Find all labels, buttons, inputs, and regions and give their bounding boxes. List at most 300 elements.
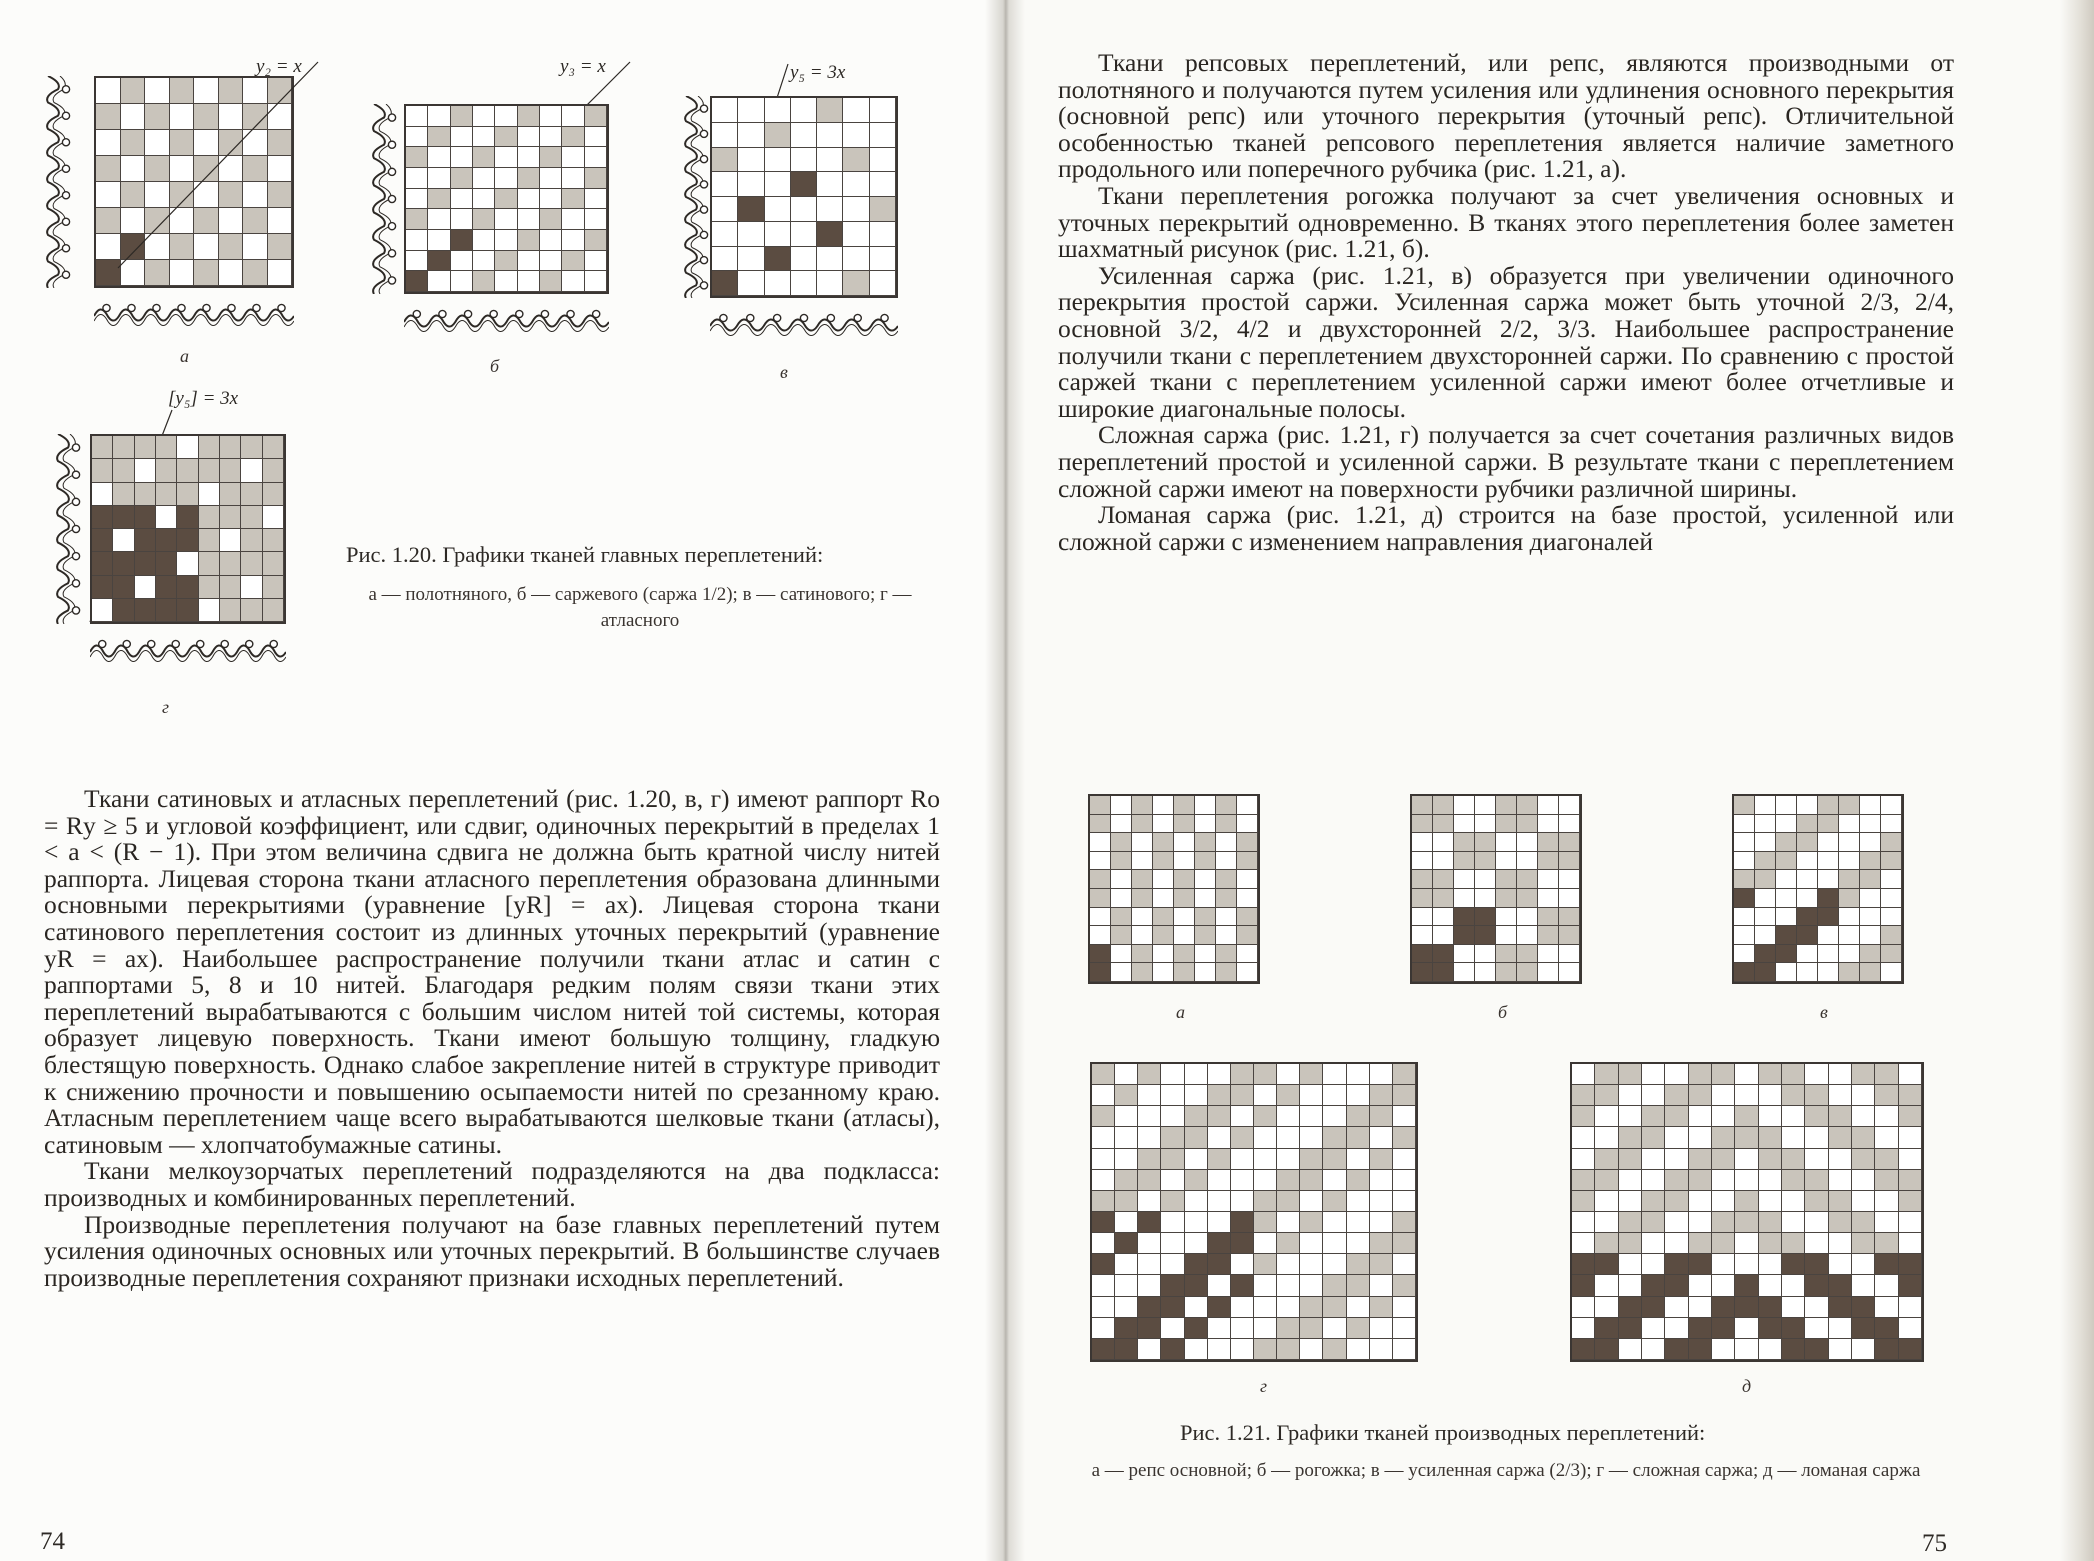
page-number: 75 xyxy=(1922,1530,1947,1557)
weave-cell xyxy=(1619,1106,1642,1127)
weave-cell xyxy=(585,209,607,230)
weave-cell xyxy=(1572,1149,1595,1170)
weave-cell xyxy=(1875,1275,1898,1296)
weave-cell xyxy=(1185,1170,1208,1191)
weave-cell xyxy=(1755,889,1776,908)
weave-cell xyxy=(562,168,584,189)
weave-cell xyxy=(1735,1170,1758,1191)
weave-cell xyxy=(1195,926,1216,945)
weave-cell xyxy=(1153,889,1174,908)
weave-cell xyxy=(817,98,843,123)
equation-label: y₂ = x xyxy=(256,56,302,77)
weave-cell xyxy=(1370,1085,1393,1106)
weave-cell xyxy=(1829,1212,1852,1233)
weave-cell xyxy=(1347,1170,1370,1191)
weave-cell xyxy=(1111,796,1132,815)
weave-cell xyxy=(1517,908,1538,927)
weave-cell xyxy=(406,271,428,292)
weave-cell xyxy=(495,147,517,168)
weave-cell xyxy=(1665,1085,1688,1106)
weave-cell xyxy=(1759,1339,1782,1360)
weave-cell xyxy=(765,98,791,123)
weave-cell xyxy=(1370,1106,1393,1127)
weave-cell xyxy=(712,148,738,173)
weave-cell xyxy=(1852,1106,1875,1127)
weave-cell xyxy=(1805,1318,1828,1339)
weave-cell xyxy=(1300,1254,1323,1275)
weave-cell xyxy=(1254,1212,1277,1233)
weave-cell xyxy=(1153,870,1174,889)
weave-cell xyxy=(1881,926,1902,945)
weave-cell xyxy=(1619,1254,1642,1275)
weave-cell xyxy=(1412,963,1433,982)
weave-cell xyxy=(428,230,450,251)
page-edge-shadow xyxy=(2060,0,2094,1561)
weave-cell xyxy=(1231,1085,1254,1106)
weave-cell xyxy=(1092,1339,1115,1360)
weave-cell xyxy=(1899,1149,1922,1170)
weave-cell xyxy=(1875,1085,1898,1106)
weave-cell xyxy=(1619,1149,1642,1170)
weave-cell xyxy=(870,222,896,247)
weave-cell xyxy=(1517,963,1538,982)
weave-cell xyxy=(1805,1275,1828,1296)
weave-cell xyxy=(585,147,607,168)
weave-cell xyxy=(1454,889,1475,908)
weave-cell xyxy=(406,127,428,148)
weave-cell xyxy=(1254,1149,1277,1170)
weave-cell xyxy=(220,576,241,599)
weave-cell xyxy=(1231,1318,1254,1339)
weave-cell xyxy=(1347,1254,1370,1275)
weave-cell xyxy=(1153,852,1174,871)
weave-cell xyxy=(263,599,284,622)
weave-cell xyxy=(1115,1170,1138,1191)
weave-cell xyxy=(1839,870,1860,889)
weave-cell xyxy=(1132,945,1153,964)
weave-cell xyxy=(1759,1254,1782,1275)
weave-cell xyxy=(1254,1106,1277,1127)
weave-cell xyxy=(870,98,896,123)
weave-cell xyxy=(1092,1149,1115,1170)
weave-cell xyxy=(791,98,817,123)
weave-cell xyxy=(765,123,791,148)
paragraph: Сложная саржа (рис. 1.21, г) получается за счет сочетания различных видов переплетений простой и усиленной саржи. В результате ткани с переплетением сложной саржи имеют на поверхности рубчики различной ширины. xyxy=(1058,420,1954,503)
weave-cell xyxy=(1735,1212,1758,1233)
weave-cell xyxy=(1216,926,1237,945)
weave-cell xyxy=(1231,1170,1254,1191)
weave-cell xyxy=(1347,1233,1370,1254)
weave-cell xyxy=(1899,1339,1922,1360)
weave-cell xyxy=(585,127,607,148)
weave-cell xyxy=(1755,852,1776,871)
weave-cell xyxy=(1805,1212,1828,1233)
weave-cell xyxy=(156,436,177,459)
weave-cell xyxy=(1881,796,1902,815)
weave-cell xyxy=(540,230,562,251)
weave-cell xyxy=(518,189,540,210)
weave-cell xyxy=(1254,1085,1277,1106)
weave-cell xyxy=(540,147,562,168)
weave-cell xyxy=(1559,852,1580,871)
weave-cell xyxy=(1642,1254,1665,1275)
weave-cell xyxy=(1208,1085,1231,1106)
weave-cell xyxy=(738,98,764,123)
subfigure-label: а xyxy=(1176,1002,1185,1022)
weave-cell xyxy=(473,230,495,251)
weave-cell xyxy=(1185,1212,1208,1233)
weave-cell xyxy=(428,251,450,272)
weave-cell xyxy=(1208,1275,1231,1296)
weave-cell xyxy=(1475,852,1496,871)
weave-cell xyxy=(495,168,517,189)
weave-cell xyxy=(1161,1339,1184,1360)
weave-cell xyxy=(1805,1233,1828,1254)
weave-cell xyxy=(1595,1233,1618,1254)
weave-cell xyxy=(1735,1127,1758,1148)
weave-cell xyxy=(1174,926,1195,945)
weave-cell xyxy=(1231,1106,1254,1127)
weave-cell xyxy=(428,147,450,168)
weave-cell xyxy=(1860,926,1881,945)
weave-cell xyxy=(1665,1233,1688,1254)
weave-cell xyxy=(1475,963,1496,982)
weave-cell xyxy=(870,123,896,148)
weave-cell xyxy=(1619,1339,1642,1360)
weave-cell xyxy=(1161,1064,1184,1085)
subfigure-label: в xyxy=(780,362,788,382)
weave-cell xyxy=(1572,1064,1595,1085)
weave-cell xyxy=(1759,1127,1782,1148)
weave-cell xyxy=(451,271,473,292)
weave-cell xyxy=(518,127,540,148)
weave-cell xyxy=(199,552,220,575)
weave-cell xyxy=(1412,796,1433,815)
weave-cell xyxy=(1231,1339,1254,1360)
weave-cell xyxy=(1132,796,1153,815)
weave-cell xyxy=(1782,1233,1805,1254)
weave-cell xyxy=(1216,889,1237,908)
weave-cell xyxy=(473,189,495,210)
weave-cell xyxy=(1208,1149,1231,1170)
weave-cell xyxy=(765,172,791,197)
weave-cell xyxy=(1161,1149,1184,1170)
weave-cell xyxy=(1277,1318,1300,1339)
weave-cell xyxy=(1734,870,1755,889)
weave-cell xyxy=(177,529,198,552)
weave-cell xyxy=(1323,1233,1346,1254)
weave-cell xyxy=(1475,815,1496,834)
weave-cell xyxy=(1829,1297,1852,1318)
weave-cell xyxy=(1161,1275,1184,1296)
weave-cell xyxy=(1818,963,1839,982)
weave-cell xyxy=(92,459,113,482)
weave-cell xyxy=(1195,889,1216,908)
weave-cell xyxy=(1161,1297,1184,1318)
weave-cell xyxy=(1734,833,1755,852)
weave-cell xyxy=(92,576,113,599)
weave-cell xyxy=(495,230,517,251)
weave-cell xyxy=(1300,1149,1323,1170)
weave-cell xyxy=(1153,963,1174,982)
weave-cell xyxy=(1092,1297,1115,1318)
weave-cell xyxy=(1300,1339,1323,1360)
weave-cell xyxy=(263,552,284,575)
weave-cell xyxy=(1860,945,1881,964)
weave-cell xyxy=(113,599,134,622)
weave-cell xyxy=(1776,908,1797,927)
weave-cell xyxy=(1875,1191,1898,1212)
weave-cell xyxy=(1776,926,1797,945)
weave-cell xyxy=(1759,1212,1782,1233)
weave-cell xyxy=(92,506,113,529)
weave-cell xyxy=(1538,852,1559,871)
weave-cell xyxy=(1433,945,1454,964)
weave-cell xyxy=(1860,852,1881,871)
weave-cell xyxy=(1475,908,1496,927)
weave-cell xyxy=(712,98,738,123)
paragraph: Ткани сатиновых и атласных переплетений (рис. 1.20, в, г) имеют раппорт Rо = Rу ≥ 5 и угловой коэффициент, или сдвиг, одиночных перекрытий в пределах 1 < a < (R − 1). При этом величина сдвига не должна быть кратной числу нитей раппорта. Лицевая сторона ткани атласного переплетения образована длинными основными перекрытиями (уравнение [yR] = ax). Лицевая сторона ткани сатинового переплетения состоит из длинных уточных перекрытий (уравнение yR = ax). Наибольшее распространение получили ткани атлас и сатин с раппортами 5, 8 и 10 нитей. Благодаря редким полям связи ткани этих переплетений вырабатываются с большим числом нитей той системы, которая образует лицевую поверхность. Ткани имеют большую толщину, гладкую блестящую поверхность. Однако слабое закрепление нитей в структуре приводит к снижению прочности и повышению осыпаемости нитей по срезанному краю. Атласным переплетением чаще всего вырабатываются шелковые ткани (атласы), сатиновым — хлопчатобумажные сатины. xyxy=(44,784,940,1159)
weave-cell xyxy=(177,483,198,506)
weave-cell xyxy=(1805,1191,1828,1212)
weave-cell xyxy=(1237,926,1258,945)
weft-thread-symbol xyxy=(52,434,82,624)
weave-cell xyxy=(1642,1275,1665,1296)
weave-grid-hopsack xyxy=(1410,794,1582,984)
weave-cell xyxy=(1735,1254,1758,1275)
weave-cell xyxy=(1138,1233,1161,1254)
weave-cell xyxy=(1347,1149,1370,1170)
weave-cell xyxy=(473,168,495,189)
weave-cell xyxy=(1839,796,1860,815)
weave-cell xyxy=(1454,852,1475,871)
weave-cell xyxy=(1839,889,1860,908)
weave-cell xyxy=(1496,833,1517,852)
weave-cell xyxy=(451,127,473,148)
weave-cell xyxy=(1782,1318,1805,1339)
weave-cell xyxy=(1092,1275,1115,1296)
weave-grid-complex-twill xyxy=(1090,1062,1418,1362)
weave-cell xyxy=(1642,1233,1665,1254)
weave-cell xyxy=(1300,1191,1323,1212)
weave-cell xyxy=(113,552,134,575)
weave-cell xyxy=(1370,1339,1393,1360)
weave-cell xyxy=(1237,945,1258,964)
weave-cell xyxy=(1454,963,1475,982)
weave-cell xyxy=(1132,852,1153,871)
weave-cell xyxy=(1839,926,1860,945)
weave-cell xyxy=(1092,1212,1115,1233)
weave-cell xyxy=(1572,1212,1595,1233)
weave-cell xyxy=(1496,870,1517,889)
weave-cell xyxy=(1839,945,1860,964)
weave-cell xyxy=(1216,945,1237,964)
weave-cell xyxy=(156,599,177,622)
weave-cell xyxy=(495,106,517,127)
weave-cell xyxy=(1875,1233,1898,1254)
weave-cell xyxy=(135,459,156,482)
weave-cell xyxy=(1712,1191,1735,1212)
weave-cell xyxy=(1852,1254,1875,1275)
weave-cell xyxy=(1132,926,1153,945)
weave-cell xyxy=(1370,1149,1393,1170)
weave-cell xyxy=(1138,1170,1161,1191)
weave-cell xyxy=(1559,796,1580,815)
weave-cell xyxy=(135,436,156,459)
weave-cell xyxy=(738,123,764,148)
weave-cell xyxy=(1208,1254,1231,1275)
weave-cell xyxy=(1111,852,1132,871)
weave-cell xyxy=(1323,1339,1346,1360)
weave-cell xyxy=(1899,1170,1922,1191)
weave-cell xyxy=(1665,1064,1688,1085)
weave-cell xyxy=(1231,1149,1254,1170)
weave-cell xyxy=(1572,1191,1595,1212)
weave-cell xyxy=(843,98,869,123)
weave-cell xyxy=(1595,1064,1618,1085)
weave-cell xyxy=(428,127,450,148)
weave-cell xyxy=(1433,926,1454,945)
weave-cell xyxy=(220,436,241,459)
weave-cell xyxy=(177,506,198,529)
weave-cell xyxy=(1755,796,1776,815)
weave-cell xyxy=(1216,908,1237,927)
weave-cell xyxy=(1496,815,1517,834)
weave-cell xyxy=(1174,908,1195,927)
weave-cell xyxy=(1538,833,1559,852)
weave-cell xyxy=(406,106,428,127)
weave-cell xyxy=(1734,926,1755,945)
weave-cell xyxy=(1185,1233,1208,1254)
weave-cell xyxy=(1734,963,1755,982)
weave-cell xyxy=(1619,1191,1642,1212)
figure-caption-title: Рис. 1.21. Графики тканей производных переплетений: xyxy=(1180,1420,1706,1445)
weave-cell xyxy=(241,552,262,575)
weave-cell xyxy=(113,529,134,552)
weave-cell xyxy=(1805,1339,1828,1360)
weave-cell xyxy=(791,247,817,272)
weave-cell xyxy=(1572,1106,1595,1127)
weave-cell xyxy=(1818,945,1839,964)
weave-cell xyxy=(428,271,450,292)
weave-cell xyxy=(1195,852,1216,871)
weave-cell xyxy=(1881,833,1902,852)
weave-cell xyxy=(1642,1212,1665,1233)
weave-cell xyxy=(1818,889,1839,908)
weave-cell xyxy=(241,529,262,552)
weave-cell xyxy=(1323,1191,1346,1212)
weave-cell xyxy=(1759,1149,1782,1170)
weave-cell xyxy=(199,436,220,459)
weave-cell xyxy=(1782,1297,1805,1318)
weave-cell xyxy=(1595,1191,1618,1212)
weave-grid-broken-twill xyxy=(1570,1062,1924,1362)
weave-cell xyxy=(1875,1149,1898,1170)
weave-cell xyxy=(1689,1149,1712,1170)
weave-cell xyxy=(1231,1212,1254,1233)
weave-cell xyxy=(817,123,843,148)
weave-cell xyxy=(1899,1212,1922,1233)
weave-cell xyxy=(1092,1254,1115,1275)
weave-cell xyxy=(1231,1127,1254,1148)
weave-cell xyxy=(1393,1212,1416,1233)
weave-cell xyxy=(1572,1085,1595,1106)
weave-cell xyxy=(1755,926,1776,945)
weave-cell xyxy=(428,209,450,230)
weave-cell xyxy=(1782,1127,1805,1148)
weave-cell xyxy=(135,483,156,506)
weave-cell xyxy=(1619,1318,1642,1339)
weave-cell xyxy=(518,230,540,251)
right-page-body xyxy=(1058,50,1954,555)
weave-cell xyxy=(1665,1127,1688,1148)
weave-cell xyxy=(1111,926,1132,945)
weave-cell xyxy=(1300,1106,1323,1127)
weave-cell xyxy=(1689,1233,1712,1254)
weave-cell xyxy=(1689,1085,1712,1106)
weave-cell xyxy=(1496,796,1517,815)
weave-cell xyxy=(241,436,262,459)
weave-cell xyxy=(220,599,241,622)
weave-cell xyxy=(473,147,495,168)
weave-cell xyxy=(1829,1149,1852,1170)
weave-cell xyxy=(1496,963,1517,982)
weave-cell xyxy=(241,576,262,599)
weave-cell xyxy=(1689,1318,1712,1339)
weave-cell xyxy=(1300,1318,1323,1339)
weave-cell xyxy=(1665,1191,1688,1212)
weave-cell xyxy=(1517,926,1538,945)
weave-cell xyxy=(518,106,540,127)
weave-cell xyxy=(1475,926,1496,945)
weave-cell xyxy=(1665,1212,1688,1233)
weave-cell xyxy=(1805,1297,1828,1318)
weave-cell xyxy=(1782,1106,1805,1127)
weave-cell xyxy=(1300,1275,1323,1296)
subfigure-label: г xyxy=(1260,1376,1268,1396)
weave-cell xyxy=(1899,1233,1922,1254)
weave-cell xyxy=(199,599,220,622)
weave-cell xyxy=(406,230,428,251)
weave-cell xyxy=(1875,1106,1898,1127)
weave-cell xyxy=(1782,1254,1805,1275)
weave-cell xyxy=(1712,1212,1735,1233)
weave-cell xyxy=(1454,908,1475,927)
weave-cell xyxy=(1195,908,1216,927)
weave-cell xyxy=(1538,815,1559,834)
weave-cell xyxy=(1839,963,1860,982)
weave-cell xyxy=(817,172,843,197)
weave-cell xyxy=(1412,926,1433,945)
weave-cell xyxy=(1776,889,1797,908)
paragraph: Усиленная саржа (рис. 1.21, в) образуется при увеличении одиночного перекрытия простой саржи. Усиленная саржа может быть уточной 2/3, 2/4, основной 3/2, 4/2 и двухсторонней 2/2, 3/3. Наибольшее распространение получили ткани с переплетением двухсторонней саржи. По сравнению с простой саржей ткани с переплетением усиленной саржи имеют более отчетливые и широкие диагональные полосы. xyxy=(1058,260,1954,423)
weave-cell xyxy=(843,197,869,222)
weave-cell xyxy=(1111,870,1132,889)
weave-cell xyxy=(738,271,764,296)
weave-cell xyxy=(1115,1254,1138,1275)
weave-cell xyxy=(1517,796,1538,815)
weave-cell xyxy=(1712,1170,1735,1191)
subfigure-label: в xyxy=(1820,1002,1828,1022)
weave-cell xyxy=(1208,1127,1231,1148)
weave-cell xyxy=(1370,1233,1393,1254)
weave-cell xyxy=(1805,1170,1828,1191)
paragraph: Ломаная саржа (рис. 1.21, д) строится на базе простой, усиленной или сложной саржи с изменением направления диагоналей xyxy=(1058,500,1954,556)
weave-cell xyxy=(738,148,764,173)
weave-cell xyxy=(406,189,428,210)
weave-cell xyxy=(1115,1149,1138,1170)
weave-cell xyxy=(1559,963,1580,982)
